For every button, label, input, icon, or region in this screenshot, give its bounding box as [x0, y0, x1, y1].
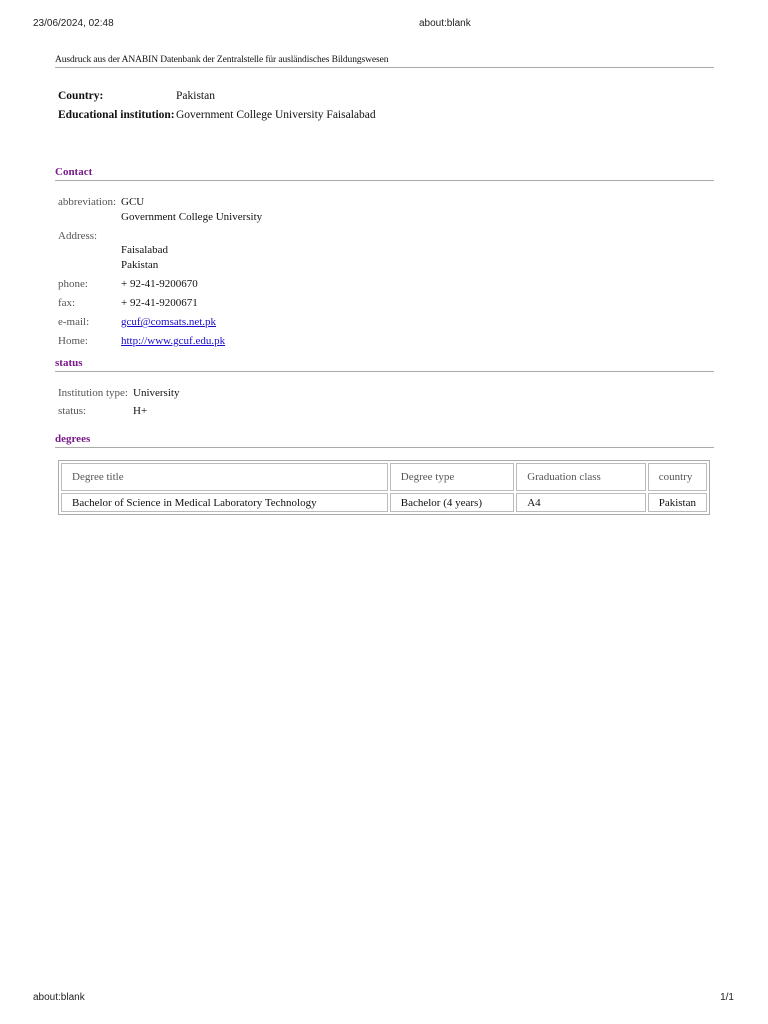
section-title-contact: Contact: [55, 166, 714, 181]
cell-degree-type: Bachelor (4 years): [390, 493, 514, 512]
homepage-link[interactable]: http://www.gcuf.edu.pk: [121, 335, 226, 347]
cell-degree-title: Bachelor of Science in Medical Laboratory Technology: [61, 493, 388, 512]
column-header-degree-type: Degree type: [390, 463, 514, 491]
abbreviation-label: abbreviation:: [58, 196, 117, 208]
status-label: status:: [58, 405, 87, 417]
summary-institution-row: [58, 105, 714, 124]
address-label: Address:: [58, 230, 98, 242]
cell-graduation-class: A4: [516, 493, 646, 512]
print-datetime: 23/06/2024, 02:48: [33, 18, 114, 29]
fax-label: fax:: [58, 297, 76, 309]
fax-row: [58, 296, 714, 311]
footer-url: about:blank: [33, 992, 85, 1003]
abbreviation-value: GCU: [121, 196, 145, 208]
address-row: [58, 229, 714, 273]
fax-value: + 92-41-9200671: [121, 297, 198, 309]
email-link[interactable]: gcuf@comsats.net.pk: [121, 316, 217, 328]
address-line-2: Pakistan: [121, 259, 159, 271]
status-row: [58, 404, 714, 419]
institution-type-value: University: [133, 387, 180, 399]
print-header: [0, 18, 768, 32]
home-row: [58, 334, 714, 349]
institution-label: Educational institution:: [58, 108, 175, 121]
contact-details: [58, 195, 714, 349]
degrees-table: [58, 460, 710, 515]
print-title: about:blank: [419, 18, 471, 29]
section-title-degrees: degrees: [55, 433, 714, 448]
institution-type-label: Institution type:: [58, 387, 128, 399]
institution-value: Government College University Faisalabad: [176, 108, 376, 121]
phone-row: [58, 277, 714, 292]
doc-header: Ausdruck aus der ANABIN Datenbank der Zentralstelle für ausländisches Bildungswesen: [55, 55, 714, 68]
phone-value: + 92-41-9200670: [121, 278, 198, 290]
status-value: H+: [133, 405, 148, 417]
country-value: Pakistan: [176, 89, 215, 102]
page-number: 1/1: [720, 992, 734, 1003]
summary: [58, 86, 714, 124]
institution-full-name: Government College University: [121, 211, 263, 223]
status-details: [58, 386, 714, 419]
institution-type-row: [58, 386, 714, 401]
phone-label: phone:: [58, 278, 88, 290]
print-footer: [0, 992, 768, 1006]
column-header-degree-title: Degree title: [61, 463, 388, 491]
column-header-country: country: [648, 463, 707, 491]
email-row: [58, 315, 714, 330]
column-header-graduation-class: Graduation class: [516, 463, 646, 491]
abbreviation-row: [58, 195, 714, 210]
document: [55, 55, 714, 515]
name-row: [58, 210, 714, 225]
summary-country-row: [58, 86, 714, 105]
table-row: [61, 493, 707, 512]
cell-country: Pakistan: [648, 493, 707, 512]
section-title-status: status: [55, 357, 714, 372]
country-label: Country:: [58, 89, 104, 102]
email-label: e-mail:: [58, 316, 90, 328]
table-header-row: [61, 463, 707, 491]
address-line-1: Faisalabad: [121, 244, 169, 256]
home-label: Home:: [58, 335, 88, 347]
